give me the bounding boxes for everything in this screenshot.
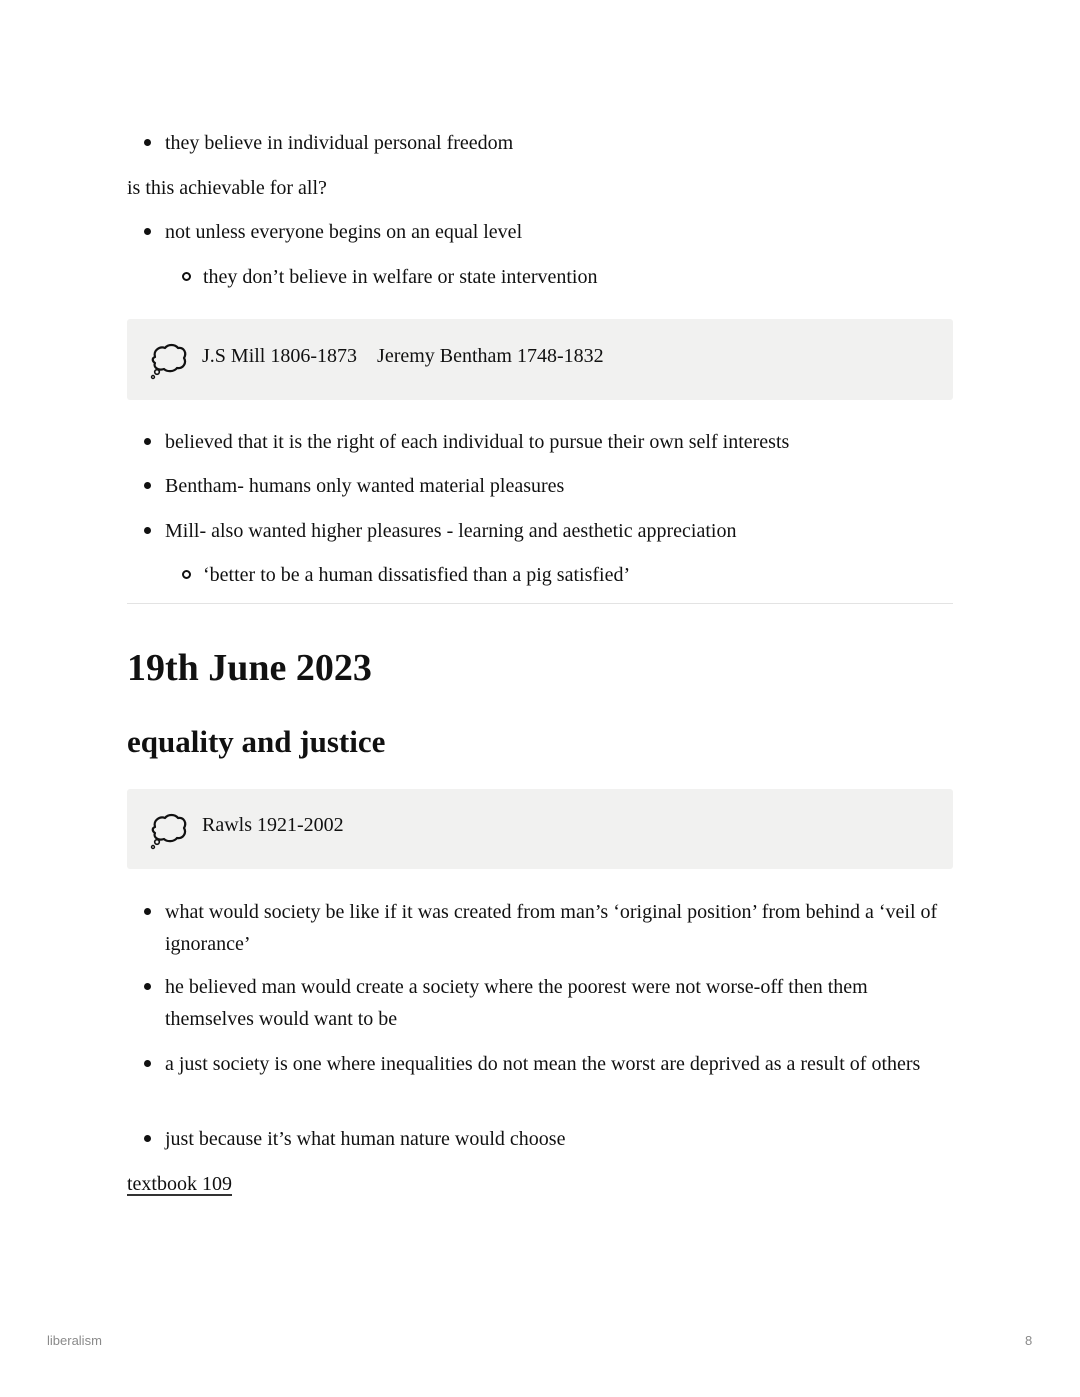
footer-title: liberalism (47, 1333, 102, 1348)
bullet-item (165, 216, 522, 248)
bullet-dot (144, 438, 151, 445)
bullet-item (165, 971, 953, 1035)
sub-bullet-item (203, 559, 630, 591)
bullet-text: not unless everyone begins on an equal level (165, 221, 523, 243)
sub-bullet-circle (182, 272, 191, 281)
callout-text-rawls: Rawls 1921-2002 (202, 814, 344, 836)
thought-bubble-icon (148, 811, 188, 851)
bullet-dot (144, 482, 151, 489)
bullet-text: they don’t believe in welfare or state intervention (203, 266, 598, 288)
bullet-text: what would society be like if it was created from man’s ‘original position’ from behind a ‘veil of ignorance’ (165, 901, 938, 955)
thought-bubble-icon (148, 341, 188, 381)
bullet-text: believed that it is the right of each individual to pursue their own self interests (165, 431, 790, 453)
callout-box-mill-bentham (127, 319, 953, 400)
bullet-item (165, 1048, 953, 1080)
bullet-dot (144, 527, 151, 534)
sub-bullet-item (203, 261, 598, 293)
bullet-text: a just society is one where inequalities do not mean the worst are deprived as a result of others (165, 1053, 921, 1075)
callout-text (202, 340, 604, 372)
callout-text-bentham: Jeremy Bentham 1748-1832 (377, 345, 604, 367)
section-divider (127, 603, 953, 604)
bullet-text: Bentham- humans only wanted material pleasures (165, 475, 565, 497)
bullet-text: Mill- also wanted higher pleasures - learning and aesthetic appreciation (165, 520, 737, 542)
bullet-dot (144, 1135, 151, 1142)
bullet-dot (144, 139, 151, 146)
sub-bullet-circle (182, 570, 191, 579)
bullet-dot (144, 1060, 151, 1067)
textbook-link[interactable]: textbook 109 (127, 1173, 232, 1195)
bullet-dot (144, 228, 151, 235)
bullet-item (165, 470, 564, 502)
bullet-item (165, 515, 736, 547)
bullet-dot (144, 908, 151, 915)
bullet-text: they believe in individual personal freedom (165, 132, 514, 154)
paragraph-question: is this achievable for all? (127, 177, 327, 199)
bullet-dot (144, 983, 151, 990)
page-number: 8 (1025, 1333, 1033, 1348)
bullet-text: just because it’s what human nature would choose (165, 1128, 566, 1150)
bullet-item (165, 896, 953, 960)
callout-box-rawls (127, 789, 953, 869)
callout-text-mill: J.S Mill 1806-1873 (202, 345, 358, 367)
bullet-item (165, 426, 789, 458)
bullet-text: ‘better to be a human dissatisfied than a pig satisfied’ (203, 564, 631, 586)
bullet-item (165, 1123, 565, 1155)
bullet-item (165, 127, 513, 159)
date-heading: 19th June 2023 (127, 647, 372, 689)
topic-heading: equality and justice (127, 724, 386, 759)
bullet-text: he believed man would create a society where the poorest were not worse-off then them themselves would want to be (165, 976, 868, 1030)
